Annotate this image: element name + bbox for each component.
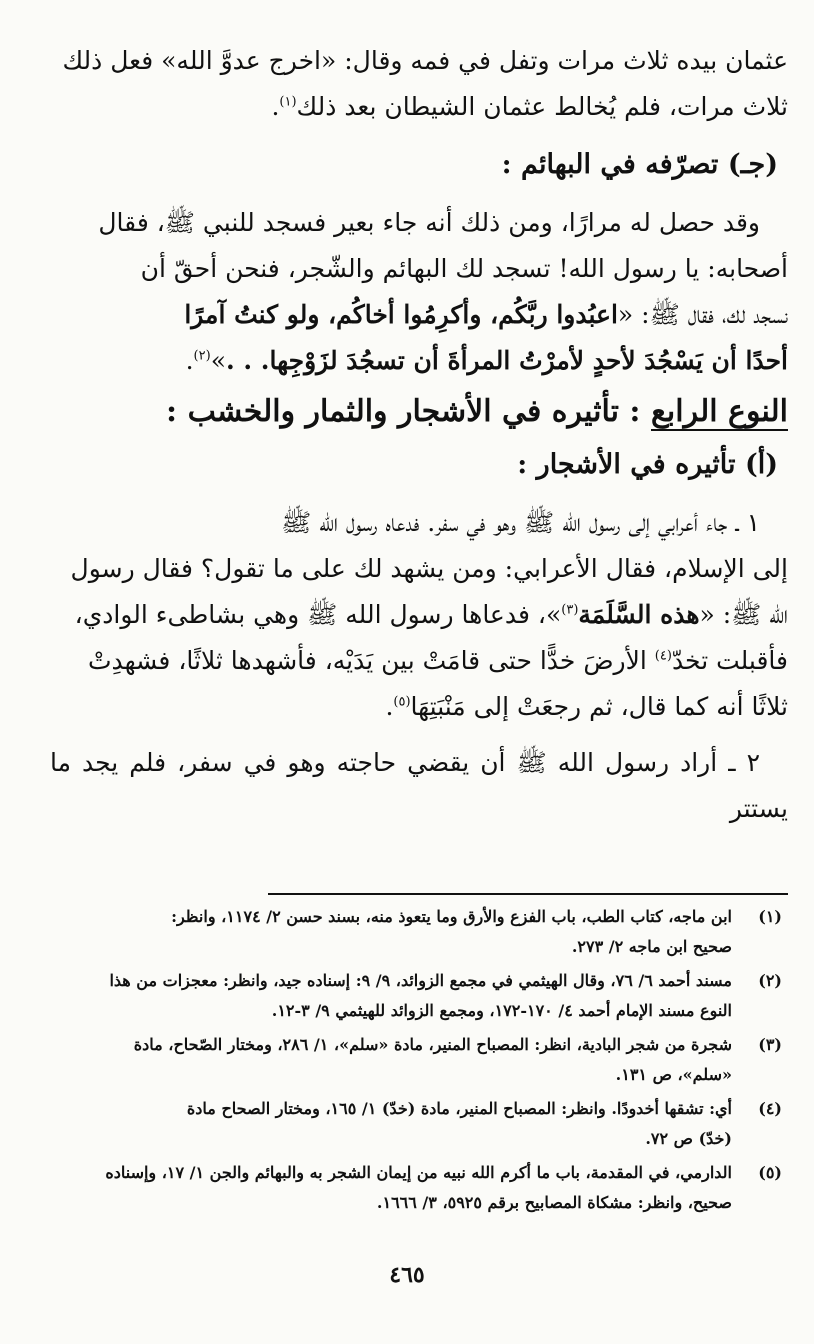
hadith-quote: أحدًا أن يَسْجُدَ لأحدٍ لأمرْتُ المرأةَ أن تسجُدَ لزَوْجِها. . .	[225, 346, 788, 375]
footnote-ref-4[interactable]: (٤)	[654, 648, 672, 664]
footnote-line: النوع مسند الإمام أحمد ٤/ ١٧٠-١٧٢، ومجمع الزوائد للهيثمي ٩/ ٣-١٢.	[271, 1001, 732, 1020]
hadith-quote: اعبُدوا ربَّكُم، وأكرِمُوا أخاكُم، ولو كنتُ آمرًا	[184, 300, 618, 329]
text-line: ٢ ـ أراد رسول الله ﷺ أن يقضي حاجته وهو في سفر، فلم يجد ما يستتر	[50, 748, 788, 823]
text-line: أصحابه: يا رسول الله! تسجد لك البهائم والشّجر، فنحن أحقّ أن	[140, 254, 788, 283]
footnote-ref-1[interactable]: (١)	[279, 94, 297, 110]
footnote-divider	[268, 893, 788, 895]
footnote-line: (خدّ) ص ٧٢.	[645, 1129, 732, 1148]
footnote-line: ابن ماجه، كتاب الطب، باب الفزع والأرق وما يتعوذ منه، بسند حسن ٢/ ١١٧٤، وانظر:	[171, 907, 732, 926]
footnote-item	[50, 1158, 788, 1218]
footnote-ref-5[interactable]: (٥)	[393, 694, 411, 710]
footnote-number: (٤)	[758, 1099, 782, 1118]
paragraph-uthman	[50, 38, 788, 130]
footnote-item	[50, 1094, 788, 1154]
hadith-quote: هذه السَّلَمَة	[578, 600, 700, 629]
footnote-line: أي: تشقها أخدودًا. وانظر: المصباح المنير، مادة (خدّ) ١/ ١٦٥، ومختار الصحاح مادة	[186, 1099, 732, 1118]
footnote-number: (٣)	[758, 1035, 782, 1054]
text-line: ثلاثًا أنه كما قال، ثم رجعَتْ إلى مَنْبَتِهَا$^{(٥)}$.	[385, 692, 788, 721]
footnote-line: الدارمي، في المقدمة، باب ما أكرم الله نبيه من إيمان الشجر به والبهائم والجن ١/ ١٧، وإسناده	[105, 1163, 732, 1182]
chapter-heading: النوع الرابع : تأثيره في الأشجار والثمار والخشب :	[166, 394, 788, 429]
footnote-item	[50, 1030, 788, 1090]
paragraph-camel	[50, 200, 788, 384]
footnotes	[50, 902, 788, 1222]
text-line: عثمان بيده ثلاث مرات وتفل في فمه وقال: «اخرج عدوَّ الله» فعل ذلك	[62, 46, 788, 75]
text-line: إلى الإسلام، فقال الأعرابي: ومن يشهد لك على ما تقول؟ فقال رسول	[70, 554, 788, 583]
text-line: نسجد لك، فقال ﷺ: «اعبُدوا ربَّكُم، وأكرِمُوا أخاكُم، ولو كنتُ آمرًا	[184, 300, 788, 329]
text-line: ثلاث مرات، فلم يُخالط عثمان الشيطان بعد ذلك$^{(١)}$.	[271, 92, 788, 121]
footnote-item	[50, 966, 788, 1026]
footnote-line: صحيح، وانظر: مشكاة المصابيح برقم ٥٩٢٥، ٣/ ١٦٦٦.	[376, 1193, 732, 1212]
text-line: وقد حصل له مرارًا، ومن ذلك أنه جاء بعير فسجد للنبي ﷺ، فقال	[98, 208, 760, 237]
page-number: ٤٦٥	[389, 1262, 425, 1288]
footnote-number: (١)	[758, 907, 782, 926]
text-line: ١ ـ جاء أعرابي إلى رسول الله ﷺ وهو في سفر. فدعاه رسول الله ﷺ	[281, 508, 760, 537]
text-line: أحدًا أن يَسْجُدَ لأحدٍ لأمرْتُ المرأةَ أن تسجُدَ لزَوْجِها. . .»$^{(٢)}$.	[185, 346, 788, 375]
footnote-ref-2[interactable]: (٢)	[193, 348, 211, 364]
section-heading-animals: (جـ) تصرّفه في البهائم :	[501, 149, 778, 180]
text-line: الله ﷺ: «هذه السَّلَمَة$^{(٣)}$»، فدعاها رسول الله ﷺ وهي بشاطىء الوادي،	[74, 600, 788, 629]
footnote-line: صحيح ابن ماجه ٢/ ٢٧٣.	[571, 937, 732, 956]
footnote-line: مسند أحمد ٦/ ٧٦، وقال الهيثمي في مجمع الزوائد، ٩/ ٩: إسناده جيد، وانظر: معجزات من هذا	[109, 971, 732, 990]
section-heading-trees: (أ) تأثيره في الأشجار :	[517, 449, 778, 480]
footnote-number: (٥)	[758, 1163, 782, 1182]
body-text	[50, 38, 788, 832]
footnote-line: «سلم»، ص ١٣١.	[615, 1065, 732, 1084]
paragraph-tree	[50, 500, 788, 730]
text-line: فأقبلت تخدّ$^{(٤)}$ الأرضَ خدًّا حتى قامَتْ بين يَدَيْه، فأشهدها ثلاثًا، فشهدِتْ	[87, 646, 788, 675]
paragraph-shelter	[50, 740, 788, 832]
footnote-ref-3[interactable]: (٣)	[561, 602, 579, 618]
footnote-line: شجرة من شجر البادية، انظر: المصباح المنير، مادة «سلم»، ١/ ٢٨٦، ومختار الصّحاح، مادة	[133, 1035, 732, 1054]
footnote-item	[50, 902, 788, 962]
chapter-heading-underlined: النوع الرابع	[650, 394, 788, 429]
footnote-number: (٢)	[758, 971, 782, 990]
